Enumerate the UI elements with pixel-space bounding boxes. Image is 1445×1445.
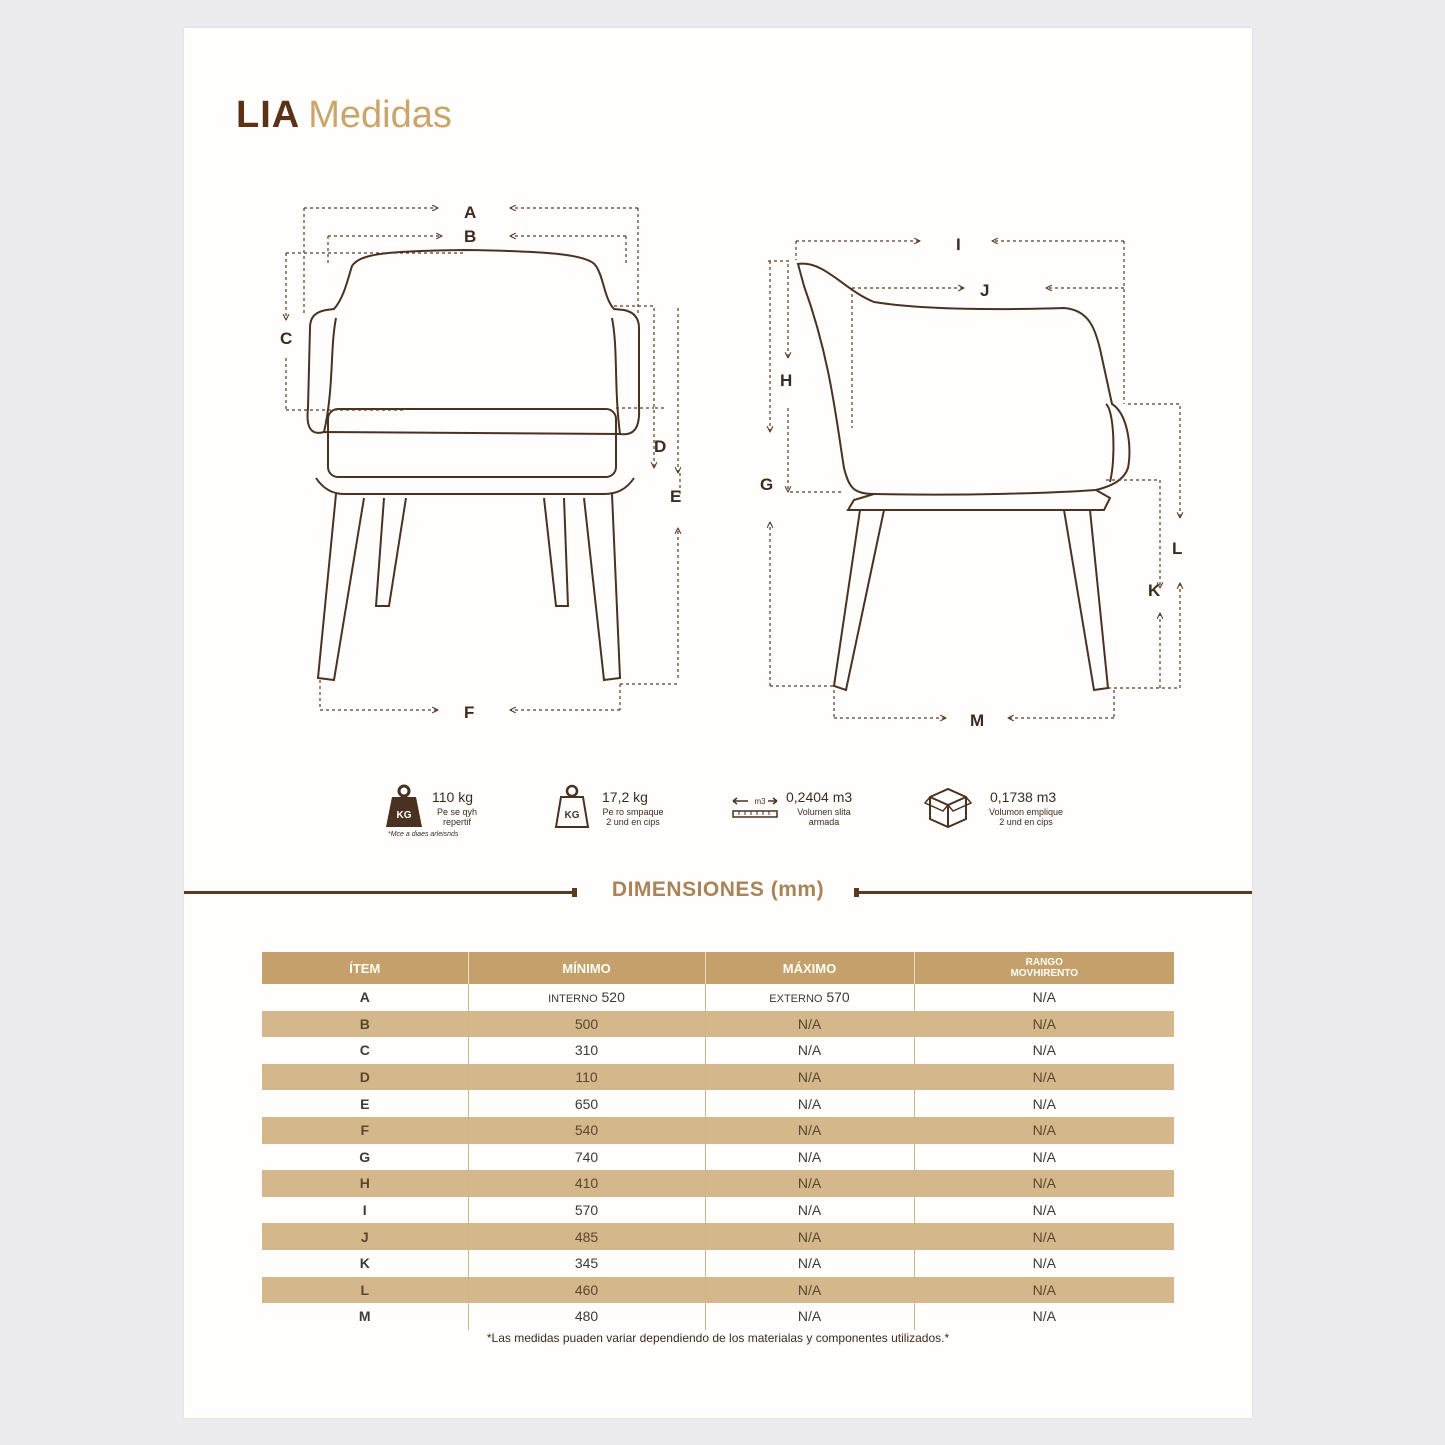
cell-max: N/A	[705, 1303, 914, 1330]
cell-min: 500	[468, 1011, 705, 1038]
dimension-label-j: J	[980, 281, 990, 300]
cell-min: 460	[468, 1277, 705, 1304]
footnote: *Las medidas puaden variar dependiendo de los materialas y componentes utilizados.*	[486, 1331, 950, 1345]
cell-item: F	[262, 1117, 468, 1144]
cell-range: N/A	[914, 1064, 1174, 1091]
cell-item: M	[358, 1308, 371, 1325]
section-title: DIMENSIONES (mm)	[611, 878, 825, 901]
cell-max	[705, 984, 914, 1011]
cell-max: N/A	[705, 1197, 914, 1224]
cell-range: N/A	[914, 1250, 1174, 1277]
cell-item: B	[262, 1011, 468, 1038]
cell-item: H	[262, 1170, 468, 1197]
cell-min: 540	[468, 1117, 705, 1144]
cell-item: E	[360, 1095, 370, 1112]
stat-sub-line-1: Pe se qyh	[436, 807, 478, 817]
cell-item: C	[359, 1042, 370, 1059]
table-row	[262, 1064, 1174, 1091]
divider-right	[856, 891, 1252, 894]
stat-sub-line-1: Volumon emplique	[988, 807, 1064, 817]
table-row	[262, 1277, 1174, 1304]
product-name: LIA	[236, 94, 301, 136]
header-item: ÍTEM	[262, 952, 468, 984]
svg-text:KG: KG	[564, 810, 580, 821]
cell-item: D	[262, 1064, 468, 1091]
header-range-line-1: RANGO	[1025, 957, 1063, 968]
dimension-label-e: E	[670, 487, 682, 506]
cell-max: N/A	[705, 1250, 914, 1277]
cell-min	[468, 984, 705, 1011]
side-view-chair	[798, 264, 1129, 690]
cell-range: N/A	[914, 1117, 1174, 1144]
cell-item: K	[359, 1255, 370, 1272]
cell-item: G	[359, 1148, 371, 1165]
dimensions-section-header	[184, 878, 1252, 908]
cell-max: N/A	[705, 1037, 914, 1064]
table-row	[262, 1303, 1174, 1330]
ruler-volume-icon	[730, 783, 780, 831]
cell-range: N/A	[914, 1303, 1174, 1330]
stat-value: 110 kg	[432, 789, 473, 805]
front-view-chair	[308, 250, 640, 680]
svg-text:KG: KG	[396, 810, 412, 821]
package-box-icon	[924, 783, 972, 831]
dimension-label-b: B	[464, 227, 477, 246]
chair-dimension-drawing	[184, 28, 1252, 748]
cell-range: N/A	[914, 984, 1174, 1011]
header-range	[914, 952, 1174, 984]
cell-min: 410	[468, 1170, 705, 1197]
cell-range: N/A	[914, 1277, 1174, 1304]
cell-min: 740	[468, 1144, 705, 1171]
dimension-label-k: K	[1148, 581, 1161, 600]
cell-min: 310	[468, 1037, 705, 1064]
stat-value: 0,1738 m3	[990, 789, 1057, 805]
cell-max: N/A	[705, 1277, 914, 1304]
stat-sub-line-1: Volumen slita	[797, 807, 851, 817]
dimension-label-f: F	[464, 703, 475, 722]
header-max: MÁXIMO	[705, 952, 914, 984]
cell-max: N/A	[705, 1144, 914, 1171]
header-range-line-2: MOVHIRENTO	[1010, 968, 1079, 979]
dimension-label-h: H	[780, 371, 793, 390]
cell-range: N/A	[914, 1090, 1174, 1117]
cell-range: N/A	[914, 1144, 1174, 1171]
cell-min: 570	[468, 1197, 705, 1224]
dimension-label-i: I	[956, 235, 961, 254]
table-row	[262, 1090, 1174, 1117]
stat-sub-line-2: repertif	[442, 817, 471, 827]
front-dimension-lines	[286, 208, 680, 710]
cell-max: N/A	[705, 1170, 914, 1197]
stat-value: 0,2404 m3	[786, 789, 853, 805]
table-row	[262, 1037, 1174, 1064]
table-row	[262, 1117, 1174, 1144]
cell-item: I	[362, 1202, 367, 1219]
cell-range: N/A	[914, 1197, 1174, 1224]
kg-weight-outline-icon	[554, 783, 590, 831]
stat-sub-line-1: Pe ro smpaque	[602, 807, 664, 817]
cell-range: N/A	[914, 1037, 1174, 1064]
table-row	[262, 1223, 1174, 1250]
spec-sheet	[184, 28, 1252, 1418]
cell-max: N/A	[705, 1011, 914, 1038]
table-row	[262, 1170, 1174, 1197]
cell-range: N/A	[914, 1223, 1174, 1250]
cell-min: 485	[468, 1223, 705, 1250]
cell-max: N/A	[705, 1064, 914, 1091]
cell-item: L	[262, 1277, 468, 1304]
dimension-label-c: C	[280, 329, 293, 348]
dimension-label-d: D	[654, 437, 667, 456]
stat-sub-line-2: armada	[808, 817, 840, 827]
table-header-row	[262, 952, 1174, 984]
dimensions-table	[262, 952, 1174, 1330]
title-subtitle: Medidas	[308, 94, 452, 136]
stat-sub-line-2: 2 und en cips	[999, 817, 1053, 827]
kg-weight-icon	[384, 783, 424, 831]
dimension-label-l: L	[1172, 539, 1183, 558]
cell-min: 480	[468, 1303, 705, 1330]
dimension-label-g: G	[760, 475, 774, 494]
cell-max-value: 570	[826, 989, 850, 1006]
cell-min-value: 520	[601, 989, 625, 1006]
cell-item: J	[262, 1223, 468, 1250]
table-row	[262, 1011, 1174, 1038]
side-dimension-lines	[768, 241, 1183, 718]
table-row	[262, 1144, 1174, 1171]
cell-max: N/A	[705, 1090, 914, 1117]
table-row	[262, 984, 1174, 1011]
stat-sub-line-2: 2 und en cips	[606, 817, 660, 827]
header-min: MÍNIMO	[468, 952, 705, 984]
stat-value: 17,2 kg	[602, 789, 648, 805]
cell-range: N/A	[914, 1011, 1174, 1038]
cell-max: N/A	[705, 1223, 914, 1250]
stat-note: *Mce a diaes arleisnds	[388, 831, 459, 838]
cell-min: 110	[468, 1064, 705, 1091]
table-row	[262, 1197, 1174, 1224]
table-row	[262, 1250, 1174, 1277]
dimension-label-m: M	[970, 711, 985, 730]
cell-min-prefix: INTERNO	[548, 993, 598, 1006]
cell-min: 650	[468, 1090, 705, 1117]
cell-max-prefix: EXTERNO	[769, 993, 823, 1006]
cell-item: A	[359, 989, 370, 1006]
svg-text:m3: m3	[754, 797, 766, 806]
cell-min: 345	[468, 1250, 705, 1277]
cell-range: N/A	[914, 1170, 1174, 1197]
cell-max: N/A	[705, 1117, 914, 1144]
dimension-label-a: A	[464, 203, 477, 222]
